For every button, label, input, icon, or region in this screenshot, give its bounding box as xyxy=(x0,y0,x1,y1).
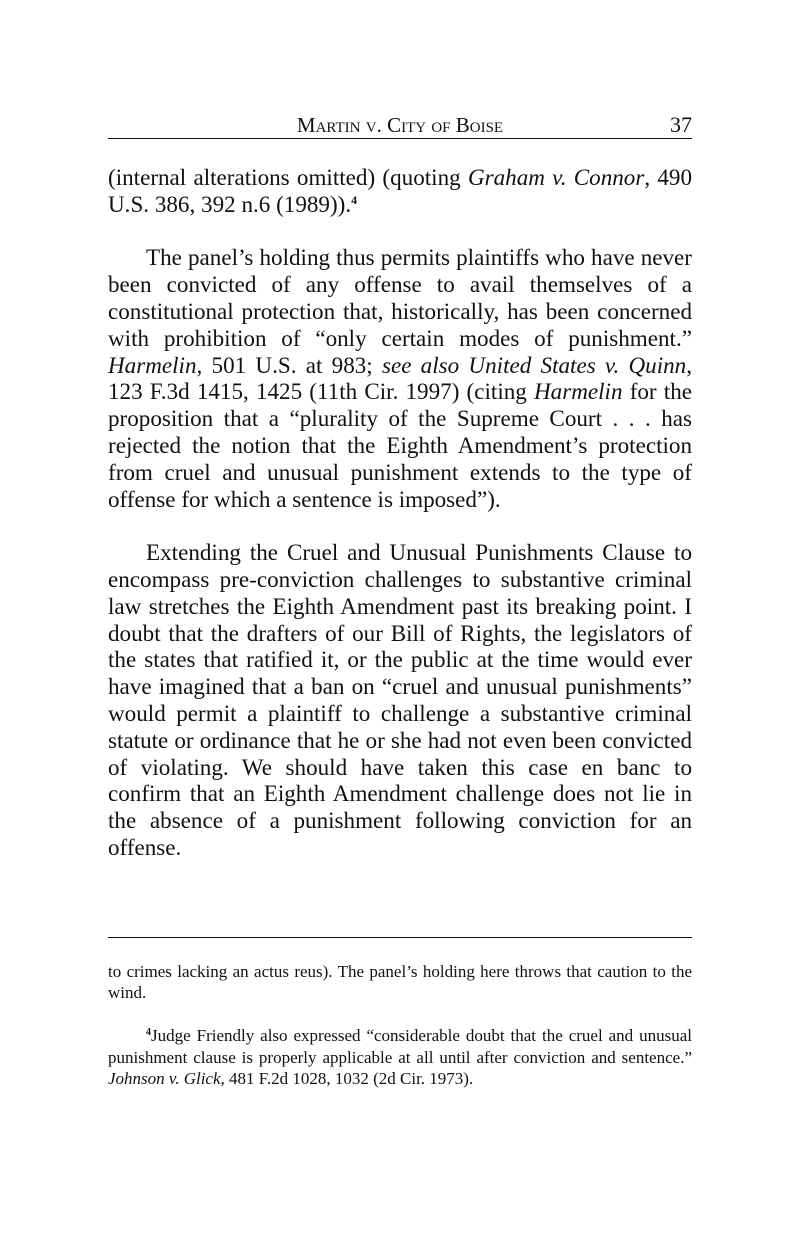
footnote-reference: 4 xyxy=(351,192,358,207)
case-citation: Harmelin xyxy=(534,378,623,405)
case-citation: see also United States v. Quinn xyxy=(381,351,687,378)
paragraph-continued xyxy=(108,164,692,218)
case-citation: Johnson v. Glick xyxy=(108,1069,221,1089)
footnotes xyxy=(108,961,692,1089)
text-run: , 490 U.S. 386, 392 n.6 (1989)). xyxy=(108,164,692,217)
opinion-body xyxy=(108,164,692,861)
case-citation: Graham v. Connor xyxy=(467,164,645,190)
footnote-continued: to crimes lacking an actus reus). The panel’s holding here throws that caution to the wind. xyxy=(108,962,692,1003)
text-run: , 123 F.3d 1415, 1425 (11th Cir. 1997) (citing xyxy=(108,351,692,405)
paragraph-extending-clause: Extending the Cruel and Unusual Punishments Clause to encompass pre-conviction challenges to substantive criminal law stretches the Eighth Amendment past its breaking point. I doubt that the drafters of our Bill of Rights, the legislators of the states that ratified it, or the public at the time would ever have imagined that a ban on “cruel and unusual punishments” would permit a plaintiff to challenge a substantive criminal statute or ordinance that he or she had not even been convicted of violating. We should have taken this case en banc to confirm that an Eighth Amendment challenge does not lie in the absence of a punishment following conviction for an offense. xyxy=(108,539,692,860)
text-run: for the proposition that a “plurality of the Supreme Court . . . has rejected the notion that the Eighth Amendment’s protection from cruel and unusual punishment extends to the type of offense for which a sentence is imposed”). xyxy=(108,378,692,512)
footnote-4 xyxy=(108,1025,692,1089)
running-header xyxy=(108,112,692,139)
text-run: , 501 U.S. at 983; xyxy=(196,351,382,378)
text-run: The panel’s holding thus permits plaintiffs who have never been convicted of any offense to avail themselves of a constitutional protection that, historically, has been concerned with prohibition of “only certain modes of punishment.” xyxy=(108,244,692,351)
text-run: (internal alterations omitted) (quoting xyxy=(108,164,468,190)
paragraph-panel-holding xyxy=(108,244,692,512)
case-title: Martin v. City of Boise xyxy=(296,113,504,137)
text-run: , 481 F.2d 1028, 1032 (2d Cir. 1973). xyxy=(220,1069,474,1089)
footnote-divider xyxy=(108,937,692,938)
case-citation: Harmelin xyxy=(108,351,197,378)
page-number: 37 xyxy=(670,112,692,137)
text-run: Judge Friendly also expressed “considerable doubt that the cruel and unusual punishment clause is properly applicable at all until after conviction and sentence.” xyxy=(108,1026,692,1067)
footnote-mark: 4 xyxy=(146,1027,151,1039)
